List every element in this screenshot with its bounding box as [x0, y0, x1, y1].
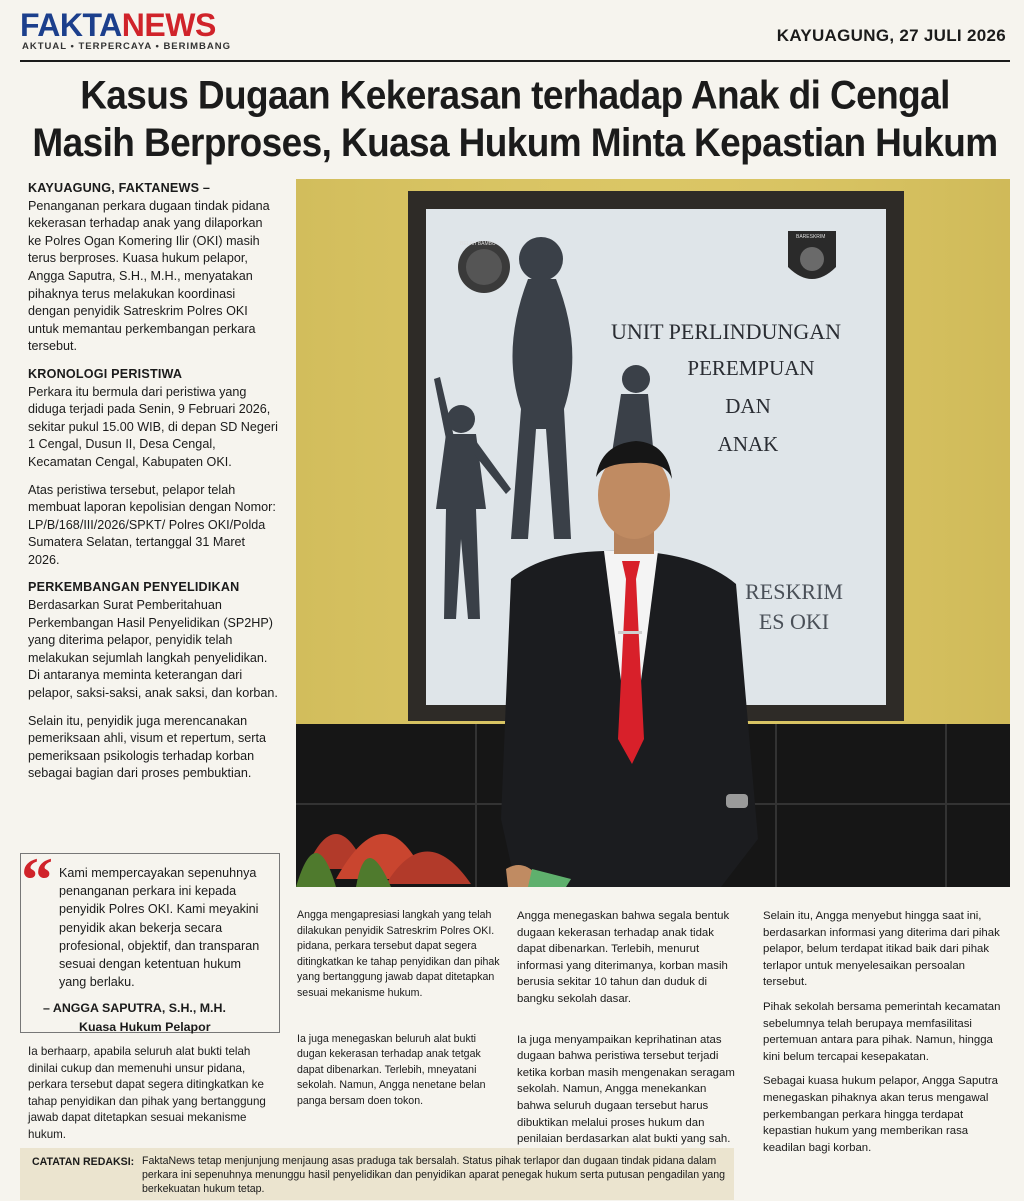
kronologi-paragraph-2: Atas peristiwa tersebut, pelapor telah membuat laporan kepolisian dengan Nomor: LP/B/168/III/2026/SPKT/ Polres OKI/Polda Sumatera Selatan, tertanggal 31 Maret 2026.	[28, 482, 276, 567]
logo-part-news: NEWS	[121, 7, 216, 43]
paragraph: Ia berhaarp, apabila seluruh alat bukti telah dinilai cukup dan memenuhi unsur pidana, perkara tersebut dapat segera ditingkatkan ke tahap penyidikan dan pihak yang bertanggung jawab dapat ditetapkan sesuai mekanisme hukum.	[28, 1045, 266, 1141]
quote-mark-icon: “	[21, 844, 53, 915]
badge-right-icon: BARESKRIM	[796, 234, 826, 240]
pull-quote	[20, 844, 280, 1034]
site-logo[interactable]	[20, 8, 216, 42]
lead-dateline: KAYUAGUNG, FAKTANEWS –	[28, 181, 211, 195]
section-heading-kronologi: KRONOLOGI PERISTIWA	[28, 366, 183, 381]
perkembangan-paragraph-2: Selain itu, penyidik juga merencanakan pemeriksaan ahli, visum et repertum, serta pemeriksaan psikologis terhadap korban sebagai bagian dari proses pembuktian.	[28, 713, 266, 781]
article-photo	[296, 179, 1010, 887]
paragraph: Sebagai kuasa hukum pelapor, Angga Saputra menegaskan pihaknya akan terus mengawal perkembangan perkara hingga terdapat kepastian hukum yang memberikan rasa keadilan bagi korban.	[763, 1075, 998, 1154]
sign-text-line-1: UNIT PERLINDUNGAN	[611, 319, 841, 344]
column-3	[517, 908, 737, 1162]
photo-illustration	[296, 179, 1010, 887]
sign-text-bottom-2: ES OKI	[758, 609, 830, 634]
badge-left-icon: BELAH BAMBU	[460, 241, 496, 247]
section-heading-perkembangan: PERKEMBANGAN PENYELIDIKAN	[28, 580, 240, 595]
lead-paragraph: Penanganan perkara dugaan tindak pidana kekerasan terhadap anak yang dilaporkan ke Polres Ogan Komering Ilir (OKI) masih terus berproses. Kuasa hukum pelapor, Angga Saputra, S.H., M.H., menyatakan pihaknya terus melakukan koordinasi dengan penyidik Satreskrim Polres OKI untuk memantau perkembangan perkara tersebut.	[28, 198, 270, 354]
paragraph: Angga mengapresiasi langkah yang telah dilakukan penyidik Satreskrim Polres OKI. pidana, perkara tersebut dapat segera ditingkatkan ke tahap penyidikan dan pihak yang bertanggung jawab dapat ditetapkan sesuai mekanisme hukum.	[297, 909, 500, 999]
masthead	[20, 8, 1010, 62]
quote-text: Kami mempercayakan sepenuhnya penanganan perkara ini kepada penyidik Polres OKI. Kami meyakini penyidik akan bekerja secara profesional, objektif, dan transparan sesuai dengan ketentuan hukum yang berlaku.	[59, 866, 260, 990]
editorial-note-label: CATATAN REDAKSI:	[32, 1156, 135, 1168]
column-1-bottom	[28, 1044, 268, 1158]
quote-author: – ANGGA SAPUTRA, S.H., M.H.	[43, 1001, 226, 1016]
paragraph: Ia juga menyampaikan keprihatinan atas dugaan bahwa peristiwa tersebut terjadi ketika korban masih mengenakan seragam sekolah. Namun, Angga menekankan bahwa seluruh dugaan tersebut harus dibuktikan melalui proses hukum dan penilaian berdasarkan alat bukti yang sah.	[517, 1033, 735, 1146]
issue-dateline: KAYUAGUNG, 27 JULI 2026	[776, 26, 1006, 45]
headline	[20, 72, 1010, 167]
sign-text-bottom-1: RESKRIM	[745, 579, 843, 604]
editorial-note	[20, 1148, 734, 1200]
editorial-note-text: FaktaNews tetap menjunjung menjaung asas praduga tak bersalah. Status pihak terlapor dan dugaan tindak pidana dalam perkara ini sepenuhnya menunggu hasil penyelidikan dan penyidikan aparat penegak hukum serta putusan pengadilan yang berkekuatan hukum tetap.	[142, 1155, 726, 1195]
perkembangan-paragraph-1: Berdasarkan Surat Pemberitahuan Perkembangan Hasil Penyelidikan (SP2HP) yang diterima pelapor, penyidik telah melakukan sejumlah langkah penyelidikan. Di antaranya meminta keterangan dari pelapor, saksi-saksi, anak saksi, dan korban.	[28, 598, 278, 701]
column-2	[297, 908, 502, 1124]
logo-part-fakta: FAKTA	[20, 7, 122, 43]
paragraph: Ia juga menegaskan beluruh alat bukti dugan kekerasan terhadap anak tetgak dapat dibenarkan. Terlebih, mneyatani sekolah. Namun, Angga nenetane belan panga bersam doen tokon.	[297, 1032, 486, 1107]
kronologi-paragraph-1: Perkara itu bermula dari peristiwa yang diduga terjadi pada Senin, 9 Februari 2026, sekitar pukul 15.00 WIB, di depan SD Negeri 1 Cengal, Dusun II, Desa Cengal, Kecamatan Cengal, Kabupaten OKI.	[28, 384, 278, 469]
sign-text-line-4: ANAK	[717, 432, 779, 456]
quote-author-role: Kuasa Hukum Pelapor	[79, 1019, 211, 1034]
column-4	[763, 908, 1003, 1170]
sign-text-line-3: DAN	[725, 394, 771, 418]
headline-line-1: Kasus Dugaan Kekerasan terhadap Anak di Cengal	[80, 73, 950, 118]
headline-line-2: Masih Berproses, Kuasa Hukum Minta Kepastian Hukum	[32, 120, 998, 165]
left-column	[28, 180, 278, 793]
paragraph: Angga menegaskan bahwa segala bentuk dugaan kekerasan terhadap anak tidak dapat dibenarkan. Terlebih, menurut informasi yang diterimanya, korban masih berusia sekitar 10 tahun dan duduk di bangku sekolah dasar.	[517, 910, 730, 1005]
paragraph: Pihak sekolah bersama pemerintah kecamatan sebelumnya telah berupaya memfasilitasi pertemuan antara para pihak. Namun, hingga kini belum tercapai kesepakatan.	[763, 1000, 1001, 1063]
paragraph: Selain itu, Angga menyebut hingga saat ini, berdasarkan informasi yang diterima dari pihak pelapor, belum terdapat itikad baik dari pihak terlapor untuk menyelesaikan persoalan tersebut.	[763, 910, 1000, 989]
tagline: AKTUAL • TERPERCAYA • BERIMBANG	[22, 41, 232, 52]
sign-text-line-2: PEREMPUAN	[687, 356, 815, 380]
